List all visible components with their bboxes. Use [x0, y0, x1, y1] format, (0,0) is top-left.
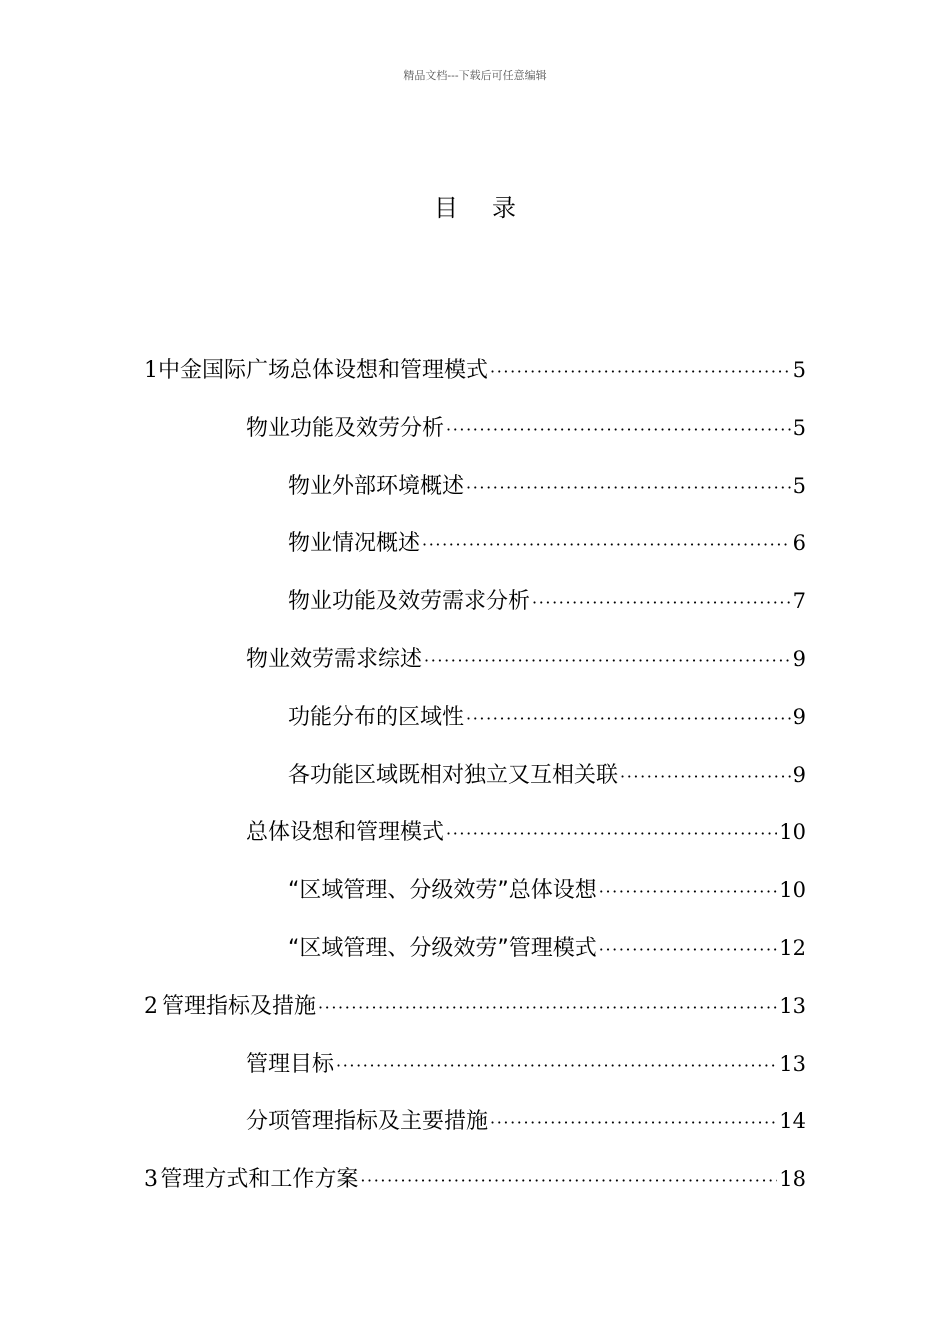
toc-entry-page-number: 5	[792, 415, 806, 440]
toc-dot-leader	[446, 818, 777, 850]
toc-entry-page-number: 5	[792, 358, 806, 382]
toc-dot-leader	[599, 876, 777, 908]
toc-entry-page-number: 13	[779, 993, 806, 1018]
toc-dot-leader	[336, 1050, 777, 1082]
toc-entry-page-number: 12	[779, 936, 806, 960]
toc-entry-title: 管理指标及措施	[161, 993, 316, 1019]
toc-entry[interactable]	[246, 643, 806, 675]
toc-dot-leader	[599, 934, 777, 966]
toc-entry-page-number: 9	[792, 647, 806, 671]
toc-dot-leader	[490, 356, 791, 388]
toc-entry-page-number: 9	[792, 762, 806, 787]
header-watermark: 精品文档---下载后可任意编辑	[403, 69, 547, 82]
toc-entry-title: 物业功能及效劳分析	[246, 415, 445, 441]
toc-dot-leader	[532, 587, 791, 619]
toc-entry[interactable]	[288, 759, 806, 791]
toc-title: 目录	[434, 194, 550, 222]
toc-entry-title: 物业外部环境概述	[288, 473, 465, 499]
toc-entry[interactable]	[144, 990, 806, 1022]
toc-entry-title: 管理方式和工作方案	[160, 1167, 359, 1193]
toc-entry[interactable]	[246, 816, 806, 848]
toc-entry-title: 物业功能及效劳需求分析	[288, 589, 531, 615]
toc-entry-page-number: 5	[792, 473, 806, 498]
toc-entry[interactable]	[288, 932, 806, 964]
toc-entry-title: 分项管理指标及主要措施	[246, 1109, 489, 1135]
toc-entry-page-number: 7	[792, 589, 806, 614]
toc-entry-title: 中金国际广场总体设想和管理模式	[158, 358, 489, 383]
toc-entry[interactable]	[144, 354, 806, 386]
toc-entry-title: 总体设想和管理模式	[246, 820, 445, 846]
toc-dot-leader	[466, 472, 791, 504]
toc-entry-number: 2	[144, 993, 158, 1019]
toc-dot-leader	[424, 645, 791, 677]
toc-dot-leader	[422, 529, 791, 561]
toc-dot-leader	[446, 414, 791, 446]
toc-entry-page-number: 10	[779, 878, 806, 903]
toc-entry-page-number: 13	[779, 1051, 806, 1076]
toc-entry[interactable]	[246, 1048, 806, 1080]
toc-entry[interactable]	[246, 412, 806, 444]
toc-dot-leader	[466, 703, 791, 735]
toc-entry-title: 管理目标	[246, 1051, 335, 1077]
toc-entry[interactable]	[288, 874, 806, 906]
toc-entry-number: 3	[144, 1167, 158, 1193]
toc-entry[interactable]	[288, 470, 806, 502]
toc-dot-leader	[318, 992, 777, 1024]
toc-entry-page-number: 18	[779, 1167, 806, 1192]
toc-entry-number: 1	[144, 358, 158, 383]
toc-entry-page-number: 10	[779, 820, 806, 845]
toc-dot-leader	[360, 1165, 777, 1197]
toc-dot-leader	[490, 1107, 777, 1139]
toc-entry-page-number: 14	[779, 1109, 806, 1134]
toc-entry-page-number: 6	[792, 531, 806, 556]
toc-entry-title: 功能分布的区域性	[288, 704, 465, 730]
toc-entry-title: “区域管理、分级效劳”管理模式	[288, 936, 597, 961]
toc-entry-title: “区域管理、分级效劳”总体设想	[288, 878, 597, 904]
toc-entry-title: 各功能区域既相对独立又互相关联	[288, 762, 619, 788]
toc-entry-title: 物业情况概述	[288, 531, 421, 557]
toc-entry-title: 物业效劳需求综述	[246, 647, 423, 672]
toc-dot-leader	[620, 761, 791, 793]
toc-entry[interactable]	[144, 1163, 806, 1195]
toc-entry-page-number: 9	[792, 704, 806, 729]
toc-entry[interactable]	[288, 585, 806, 617]
toc-entry[interactable]	[246, 1105, 806, 1137]
toc-entry[interactable]	[288, 527, 806, 559]
toc-entry[interactable]	[288, 701, 806, 733]
